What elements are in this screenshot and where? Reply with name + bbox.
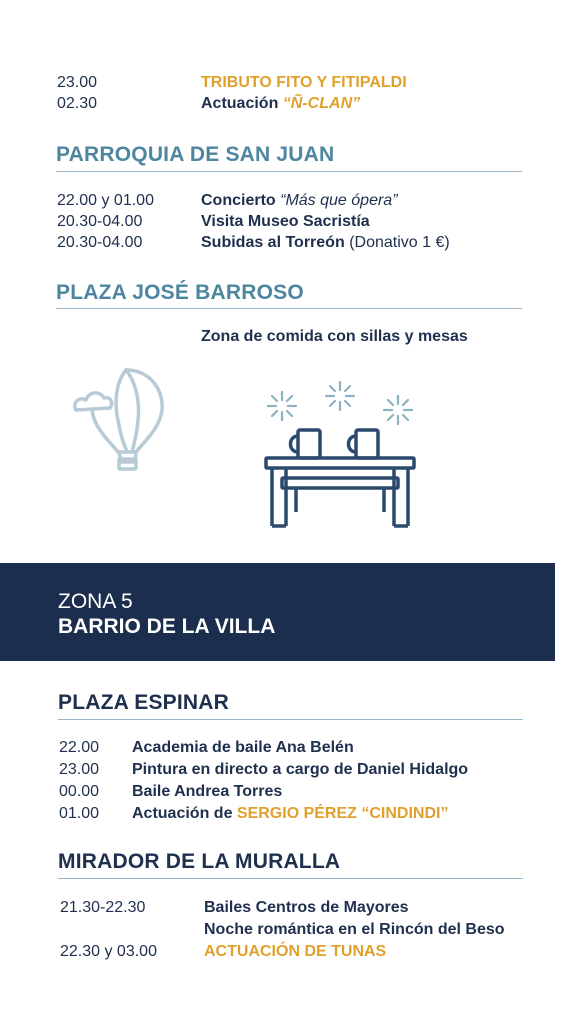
event-title-prefix: Actuación xyxy=(201,95,283,112)
section-title-plaza-espinar: PLAZA ESPINAR xyxy=(58,691,229,714)
event-title xyxy=(201,94,360,114)
section-title-mirador: MIRADOR DE LA MURALLA xyxy=(58,850,341,873)
zone-label: ZONA 5 xyxy=(58,590,133,613)
picnic-table-beer-icon xyxy=(260,376,420,532)
event-title-extra: (Donativo 1 €) xyxy=(349,234,450,251)
event-time: 02.30 xyxy=(57,95,98,112)
event-title-accent: “Ñ-CLAN” xyxy=(282,95,361,112)
event-title: Academia de baile Ana Belén xyxy=(132,739,354,756)
event-title: Noche romántica en el Rincón del Beso xyxy=(204,921,505,938)
section-title-parroquia: PARROQUIA DE SAN JUAN xyxy=(56,143,335,166)
event-time: 00.00 xyxy=(59,783,100,800)
event-title-extra: “Más que ópera” xyxy=(280,192,398,209)
event-title: Baile Andrea Torres xyxy=(132,783,283,800)
event-title-accent: SERGIO PÉREZ “CINDINDI” xyxy=(236,805,449,822)
event-title xyxy=(201,191,398,211)
event-title: TRIBUTO FITO Y FITIPALDI xyxy=(201,74,407,91)
section-title-plaza-barroso: PLAZA JOSÉ BARROSO xyxy=(56,281,304,304)
event-time: 23.00 xyxy=(59,761,100,778)
event-title: Pintura en directo a cargo de Daniel Hidalgo xyxy=(132,761,469,778)
event-title-main: Subidas al Torreón xyxy=(201,234,345,251)
event-title: Bailes Centros de Mayores xyxy=(204,899,409,916)
zone-name: BARRIO DE LA VILLA xyxy=(58,615,276,638)
section-divider xyxy=(58,719,523,720)
hot-air-balloon-icon xyxy=(70,362,170,474)
food-zone-note: Zona de comida con sillas y mesas xyxy=(201,328,468,345)
event-time: 20.30-04.00 xyxy=(57,234,143,251)
event-time: 22.00 xyxy=(59,739,100,756)
event-time: 22.30 y 03.00 xyxy=(60,943,157,960)
event-title xyxy=(201,233,450,253)
event-title-prefix: Actuación de xyxy=(132,805,237,822)
event-time: 20.30-04.00 xyxy=(57,213,143,230)
event-title: Visita Museo Sacristía xyxy=(201,213,370,230)
event-time: 01.00 xyxy=(59,805,100,822)
section-divider xyxy=(56,171,522,172)
event-time: 23.00 xyxy=(57,74,98,91)
event-title xyxy=(132,804,448,824)
event-time: 22.00 y 01.00 xyxy=(57,192,154,209)
section-divider xyxy=(56,308,522,309)
fireworks-icon xyxy=(268,382,412,424)
event-title: ACTUACIÓN DE TUNAS xyxy=(204,943,387,960)
section-divider xyxy=(58,878,523,879)
event-time: 21.30-22.30 xyxy=(60,899,146,916)
event-title-main: Concierto xyxy=(201,192,276,209)
